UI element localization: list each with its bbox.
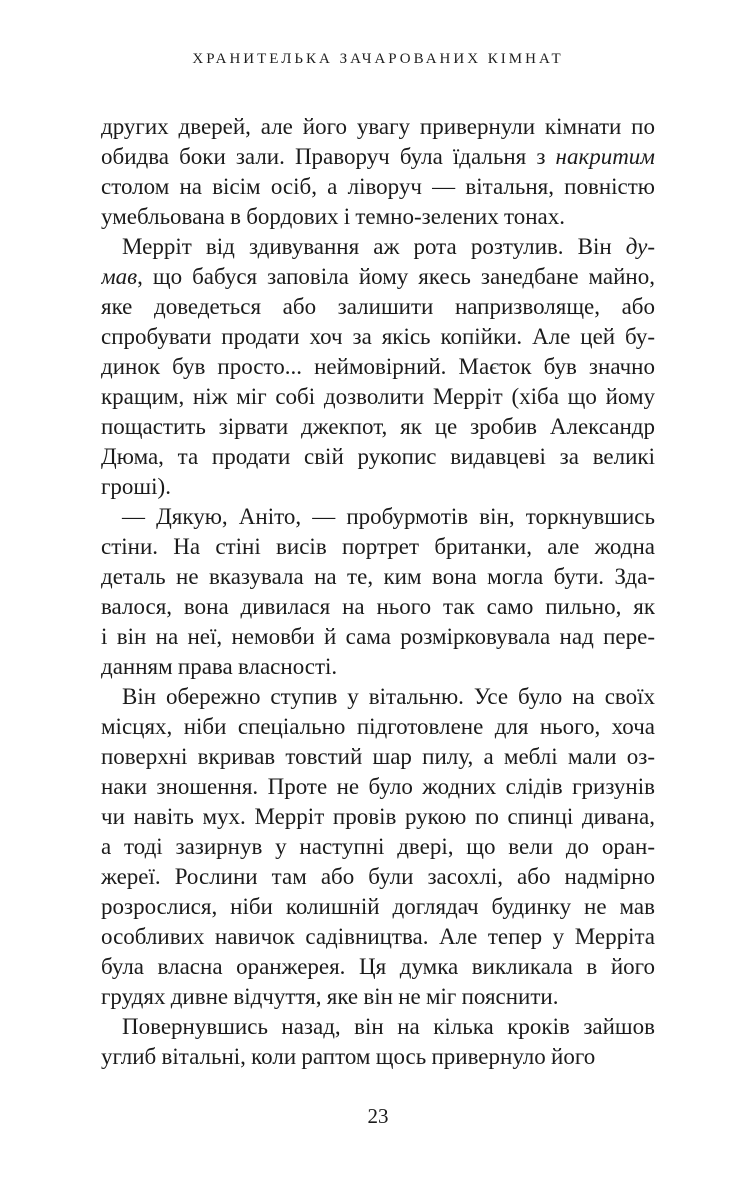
text-line (101, 352, 655, 382)
body-text: а тоді зазирнув у наступні двері, що вели до оран- (101, 834, 655, 859)
body-text: деталь не вказувала на те, ким вона могла бути. Зда- (101, 564, 655, 589)
body-text: валося, вона дивилася на нього так само пильно, як (101, 594, 655, 619)
body-text: була власна оранжерея. Ця думка викликала в його (101, 954, 655, 979)
italic-text: мав (101, 264, 138, 289)
body-text: Мерріт від здивування аж рота розтулив. Він (122, 234, 626, 259)
text-line (101, 112, 655, 142)
text-line (101, 382, 655, 412)
text-line (101, 532, 655, 562)
text-line (101, 862, 655, 892)
text-line (101, 832, 655, 862)
italic-text: ду- (625, 234, 655, 259)
text-line (101, 412, 655, 442)
body-text: умебльована в бордових і темно-зелених тонах. (101, 204, 566, 229)
body-text: стіни. На стіні висів портрет британки, але жодна (101, 534, 655, 559)
text-line (101, 562, 655, 592)
body-text: обидва боки зали. Праворуч була їдальня з (101, 144, 556, 169)
text-line (101, 982, 655, 1012)
text-line (101, 172, 655, 202)
text-line (101, 592, 655, 622)
text-line (101, 802, 655, 832)
body-text: Повернувшись назад, він на кілька кроків зайшов (122, 1014, 655, 1039)
body-text: пощастить зірвати джекпот, як це зробив Александр (101, 414, 655, 439)
text-line (101, 622, 655, 652)
body-text: наки зношення. Проте не було жодних слідів гризунів (101, 774, 655, 799)
body-text: углиб вітальні, коли раптом щось привернуло його (101, 1044, 596, 1069)
italic-text: накритим (555, 144, 655, 169)
text-block (101, 112, 655, 1072)
body-text: і він на неї, немовби й сама розмірковувала над пере- (101, 624, 655, 649)
body-text: жереї. Рослини там або були засохлі, або надмірно (101, 864, 655, 889)
body-text: розрослися, ніби колишній доглядач будинку не мав (101, 894, 655, 919)
text-line (101, 1012, 655, 1042)
body-text: яке доведеться або залишити напризволяще, або (101, 294, 655, 319)
text-line (101, 322, 655, 352)
text-line (101, 1042, 655, 1072)
body-text: данням права власності. (101, 654, 338, 679)
text-line (101, 742, 655, 772)
body-text: особливих навичок садівництва. Але тепер у Мерріта (101, 924, 655, 949)
body-text: спробувати продати хоч за якісь копійки. Але цей бу- (101, 324, 655, 349)
body-text: гроші). (101, 474, 171, 499)
body-text: столом на вісім осіб, а ліворуч — вітальня, повністю (101, 174, 655, 199)
body-text: динок був просто... неймовірний. Маєток був значно (101, 354, 655, 379)
text-line (101, 292, 655, 322)
text-line (101, 652, 655, 682)
body-text: грудях дивне відчуття, яке він не міг пояснити. (101, 984, 559, 1009)
body-text: , що бабуся заповіла йому якесь занедбане майно, (137, 264, 655, 289)
text-line (101, 892, 655, 922)
text-line (101, 772, 655, 802)
body-text: других дверей, але його увагу привернули кімнати по (101, 114, 655, 139)
text-line (101, 502, 655, 532)
text-line (101, 442, 655, 472)
text-line (101, 712, 655, 742)
text-line (101, 232, 655, 262)
text-line (101, 952, 655, 982)
body-text: чи навіть мух. Мерріт провів рукою по спинці дивана, (101, 804, 655, 829)
text-line (101, 922, 655, 952)
running-header: ХРАНИТЕЛЬКА ЗАЧАРОВАНИХ КІМНАТ (192, 51, 564, 67)
body-text: поверхні вкривав товстий шар пилу, а меблі мали оз- (101, 744, 655, 769)
body-text: — Дякую, Аніто, — пробурмотів він, торкнувшись (122, 504, 655, 529)
text-line (101, 472, 655, 502)
text-line (101, 262, 655, 292)
body-text: Він обережно ступив у вітальню. Усе було на своїх (122, 684, 655, 709)
text-line (101, 142, 655, 172)
body-text: місцях, ніби спеціально підготовлене для нього, хоча (101, 714, 655, 739)
body-text: Дюма, та продати свій рукопис видавцеві за великі (101, 444, 655, 469)
text-line (101, 202, 655, 232)
page-number: 23 (367, 1104, 389, 1128)
text-line (101, 682, 655, 712)
body-text: кращим, ніж міг собі дозволити Мерріт (хіба що йому (101, 384, 655, 409)
